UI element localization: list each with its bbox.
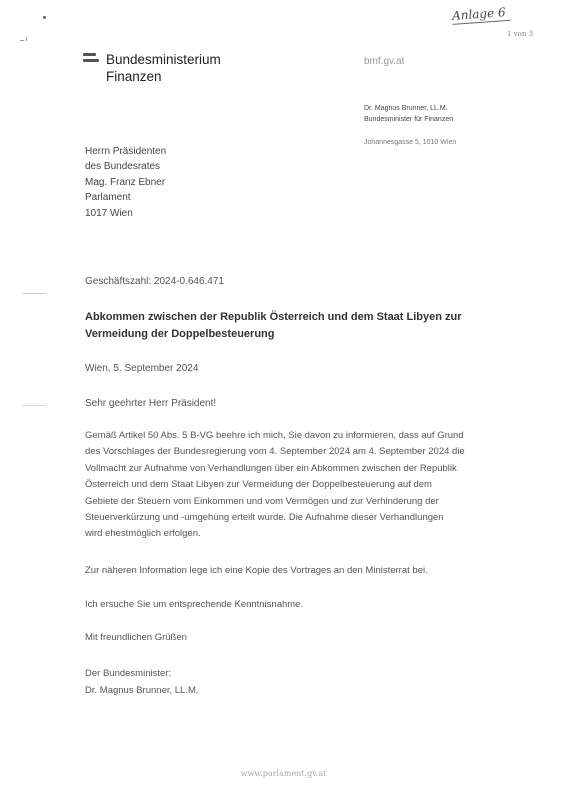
letter-subject: Abkommen zwischen der Republik Österreich und dem Staat Libyen zur Vermeidung der Doppelbesteuerung	[85, 311, 462, 340]
sender-website: bmf.gv.at	[364, 56, 405, 67]
sender-block	[364, 103, 453, 125]
fold-mark	[22, 293, 46, 294]
letter-date: Wien, 5. September 2024	[85, 363, 199, 374]
page-number: 1 von 3	[507, 30, 534, 38]
sender-role: Bundesminister für Finanzen	[364, 116, 454, 123]
recipient-address: Herrn Präsidenten des Bundesrates Mag. Franz Ebner Parlament 1017 Wien	[85, 146, 167, 219]
sender-address: Johannesgasse 5, 1010 Wien	[364, 139, 457, 146]
request-paragraph: Ich ersuche Sie um entsprechende Kenntnisnahme.	[85, 599, 304, 610]
fold-mark	[22, 405, 46, 406]
ministry-logo-icon	[83, 53, 99, 62]
scan-mark	[20, 40, 24, 41]
ministry-logo-text: Bundesministerium Finanzen	[106, 52, 221, 84]
info-paragraph: Zur näheren Information lege ich eine Kopie des Vortrages an den Ministerrat bei.	[85, 565, 428, 576]
scan-mark	[43, 16, 46, 19]
scan-mark	[26, 37, 27, 41]
footer-url: www.parlament.gv.at	[240, 769, 327, 778]
signature-block: Der Bundesminister: Dr. Magnus Brunner, LL.M.	[85, 668, 199, 696]
sender-name: Dr. Magnus Brunner, LL.M.	[364, 105, 448, 112]
handwritten-annotation: Anlage 6	[452, 5, 506, 23]
reference-number: Geschäftszahl: 2024-0.646.471	[85, 276, 224, 287]
body-paragraph: Gemäß Artikel 50 Abs. 5 B-VG beehre ich mich, Sie davon zu informieren, dass auf Grund des Vorschlages der Bundesregierung vom 4. September 2024 am 4. September 2024 die Vollmacht zur Aufnahme von Verhandlungen über ein Abkommen zwischen der Republik Österreich und dem Staat Libyen zur Vermeidung der Doppelbesteuerung auf dem Gebiete der Steuern vom Einkommen und vom Vermögen und zur Verhinderung der Steuerverkürzung und -umgehung erteilt wurde. Die Aufnahme dieser Verhandlungen wird ehestmöglich erfolgen.	[85, 430, 465, 540]
closing: Mit freundlichen Grüßen	[85, 632, 187, 643]
salutation: Sehr geehrter Herr Präsident!	[85, 398, 217, 409]
